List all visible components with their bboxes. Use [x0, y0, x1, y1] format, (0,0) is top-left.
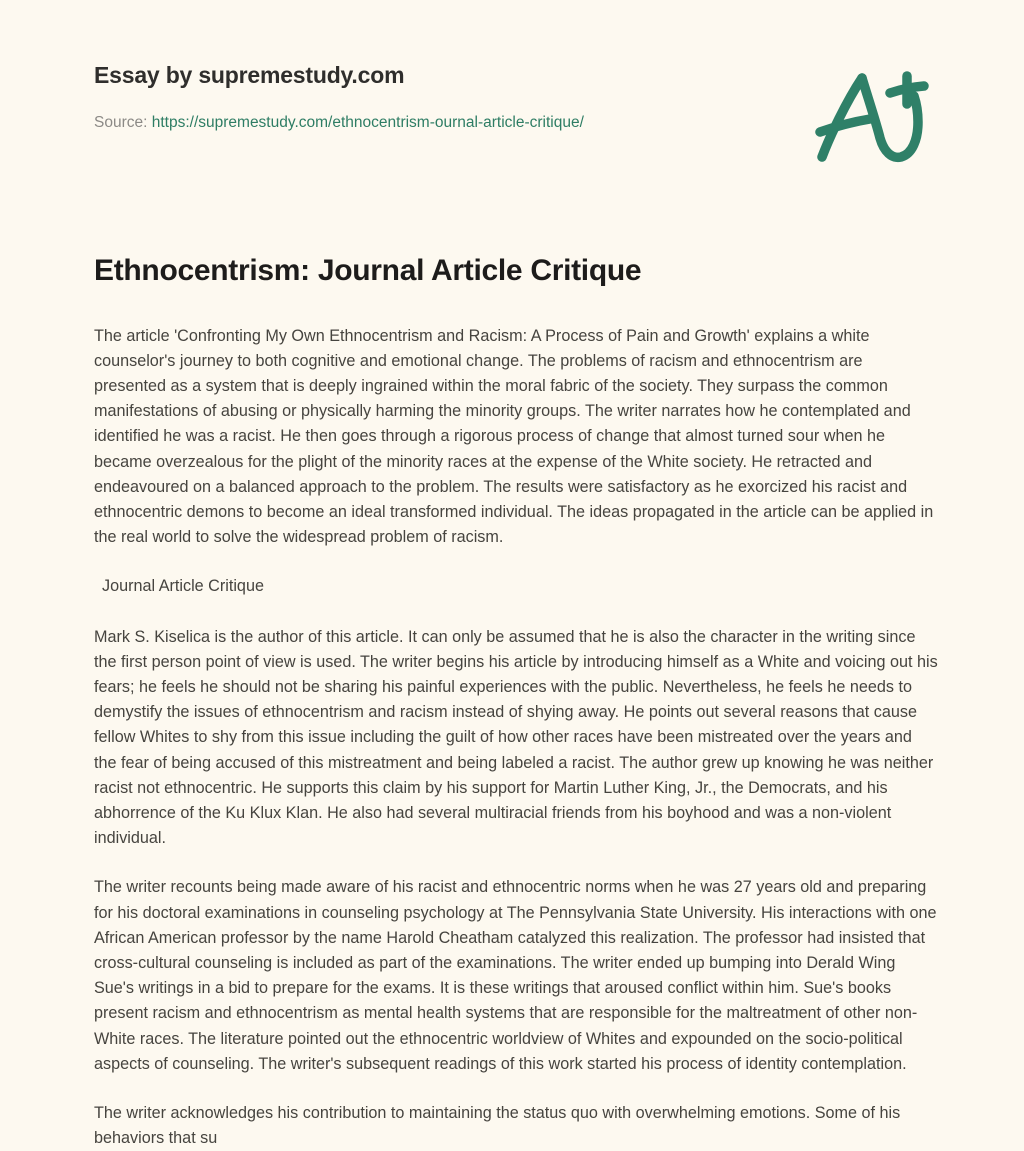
a-plus-logo-icon — [806, 64, 938, 168]
article-paragraph-4: The writer acknowledges his contribution to maintaining the status quo with overwhelming emotions. Some of his behaviors that su — [94, 1101, 938, 1151]
site-byline: Essay by supremestudy.com — [94, 62, 584, 90]
article-container — [0, 252, 1024, 1151]
article-title: Ethnocentrism: Journal Article Critique — [94, 252, 938, 290]
page-header — [0, 0, 1024, 168]
source-line — [94, 113, 584, 133]
article-body — [94, 324, 938, 1151]
header-left — [94, 62, 584, 133]
brand-logo[interactable] — [806, 64, 938, 168]
article-paragraph-2: Mark S. Kiselica is the author of this article. It can only be assumed that he is also the character in the writing since the first person point of view is used. The writer begins his article by introducing himself as a White and voicing out his fears; he feels he should not be sharing his painful experiences with the public. Nevertheless, he feels he needs to demystify the issues of ethnocentrism and racism instead of shying away. He points out several reasons that cause fellow Whites to shy from this issue including the guilt of how other races have been mistreated over the years and the fear of being accused of this mistreatment and being labeled a racist. The author grew up knowing he was neither racist not ethnocentric. He supports this claim by his support for Martin Luther King, Jr., the Democrats, and his abhorrence of the Ku Klux Klan. He also had several multiracial friends from his boyhood and was a non-violent individual. — [94, 625, 938, 852]
source-label: Source: — [94, 114, 147, 131]
article-paragraph-1: The article 'Confronting My Own Ethnocentrism and Racism: A Process of Pain and Growth' explains a white counselor's journey to both cognitive and emotional change. The problems of racism and ethnocentrism are presented as a system that is deeply ingrained within the moral fabric of the society. They surpass the common manifestations of abusing or physically harming the minority groups. The writer narrates how he contemplated and identified he was a racist. He then goes through a rigorous process of change that almost turned sour when he became overzealous for the plight of the minority races at the expense of the White society. He retracted and endeavoured on a balanced approach to the problem. The results were satisfactory as he exorcized his racist and ethnocentric demons to become an ideal transformed individual. The ideas propagated in the article can be applied in the real world to solve the widespread problem of racism. — [94, 324, 938, 551]
article-subheading: Journal Article Critique — [102, 574, 938, 599]
source-url-link[interactable]: https://supremestudy.com/ethnocentrism-ournal-article-critique/ — [152, 114, 584, 131]
article-paragraph-3: The writer recounts being made aware of his racist and ethnocentric norms when he was 27 years old and preparing for his doctoral examinations in counseling psychology at The Pennsylvania State University. His interactions with one African American professor by the name Harold Cheatham catalyzed this realization. The professor had insisted that cross-cultural counseling is included as part of the examinations. The writer ended up bumping into Derald Wing Sue's writings in a bid to prepare for the exams. It is these writings that aroused conflict within him. Sue's books present racism and ethnocentrism as mental health systems that are responsible for the maltreatment of other non-White races. The literature pointed out the ethnocentric worldview of Whites and expounded on the socio-political aspects of counseling. The writer's subsequent readings of this work started his process of identity contemplation. — [94, 875, 938, 1077]
